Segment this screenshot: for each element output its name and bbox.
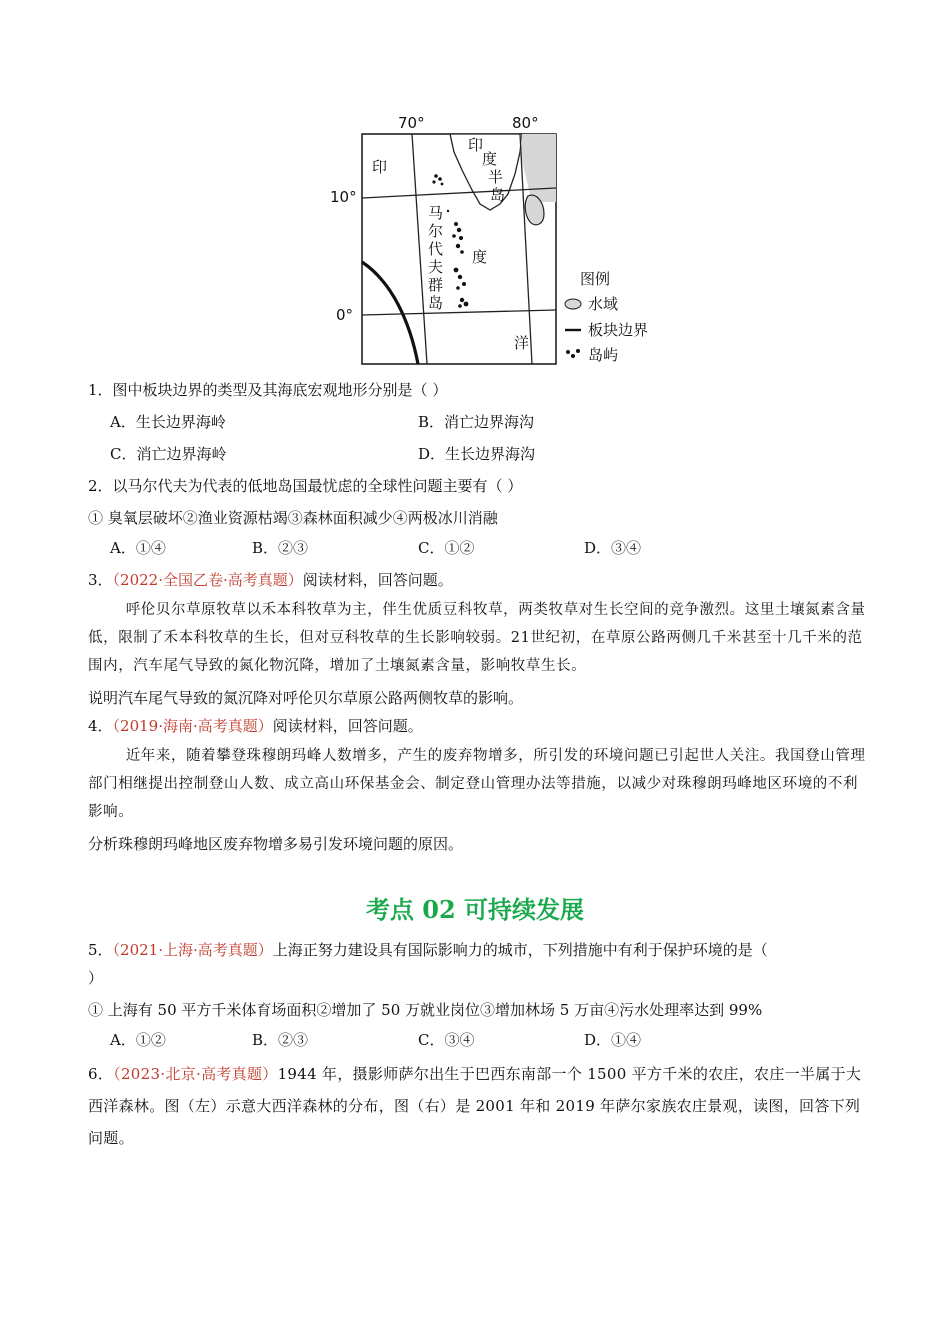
lat-label-10: 10° xyxy=(330,188,357,206)
map-svg xyxy=(322,112,672,368)
q5-header xyxy=(88,940,768,960)
q5-option-d: D．①④ xyxy=(584,1031,642,1049)
ocean-char-3: 洋 xyxy=(514,334,530,352)
q5-option-a: A．①② xyxy=(110,1031,166,1049)
q4-source-tag: （2019·海南·高考真题） xyxy=(112,717,273,735)
legend-water-label: 水域 xyxy=(588,295,619,313)
legend-islands-label: 岛屿 xyxy=(588,346,619,364)
q4-lead: 阅读材料，回答问题。 xyxy=(272,717,423,735)
ocean-char-2: 度 xyxy=(472,248,488,266)
q3-material: 呼伦贝尔草原牧草以禾本科牧草为主，伴生优质豆科牧草，两类牧草对生长空间的竞争激烈。这里土壤氮素含量低，限制了禾本科牧草的生长，但对豆科牧草的生长影响较弱。21世纪初，在草原公路两侧几千米甚至十几千米的范围内，汽车尾气导致的氮化物沉降，增加了土壤氮素含量，影响牧草生长。 xyxy=(88,602,866,674)
q5-text: 上海正努力建设具有国际影响力的城市，下列措施中有利于保护环境的是（ xyxy=(272,941,768,959)
q4-question: 分析珠穆朗玛峰地区废弃物增多易引发环境问题的原因。 xyxy=(88,835,464,853)
maldives-char-1: 马 xyxy=(428,204,444,222)
q6-number: 6． xyxy=(88,1065,114,1083)
lon-label-80: 80° xyxy=(512,114,539,132)
q2-option-d: D．③④ xyxy=(584,539,642,557)
lon-label-70: 70° xyxy=(398,114,425,132)
q5-option-b: B．②③ xyxy=(252,1031,309,1049)
q5-source-tag: （2021·上海·高考真题） xyxy=(112,941,273,959)
q4-header xyxy=(88,716,423,736)
legend-boundary-label: 板块边界 xyxy=(588,321,649,339)
lat-label-0: 0° xyxy=(336,306,354,324)
q1-stem: 1．图中板块边界的类型及其海底宏观地形分别是（ ） xyxy=(88,381,448,399)
maldives-char-6: 岛 xyxy=(428,294,444,312)
q1-option-d: D．生长边界海沟 xyxy=(418,445,536,463)
maldives-char-2: 尔 xyxy=(428,222,444,240)
legend-islands-swatch xyxy=(566,349,580,358)
q3-source-tag: （2022·全国乙卷·高考真题） xyxy=(112,571,303,589)
maldives-char-3: 代 xyxy=(428,240,444,258)
q2-stem: 2．以马尔代夫为代表的低地岛国最忧虑的全球性问题主要有（ ） xyxy=(88,477,523,495)
maldives-char-4: 夫 xyxy=(428,258,444,276)
maldives-plate-map xyxy=(322,112,672,368)
peninsula-char-4: 岛 xyxy=(490,186,506,204)
q1-option-c: C．消亡边界海岭 xyxy=(110,445,227,463)
q1-option-a: A．生长边界海岭 xyxy=(110,413,226,431)
ocean-char-1: 印 xyxy=(372,158,388,176)
q5-number: 5． xyxy=(88,941,113,959)
q3-lead: 阅读材料，回答问题。 xyxy=(302,571,453,589)
legend-title: 图例 xyxy=(580,270,611,288)
peninsula-char-1: 印 xyxy=(468,136,484,154)
q2-option-b: B．②③ xyxy=(252,539,309,557)
q5-items: ① 上海有 50 平方千米体育场面积②增加了 50 万就业岗位③增加林场 5 万亩④污水处理率达到 99% xyxy=(88,1001,763,1019)
q2-items: ① 臭氧层破坏②渔业资源枯竭③森林面积减少④两极冰川消融 xyxy=(88,509,498,527)
q4-material: 近年来，随着攀登珠穆朗玛峰人数增多，产生的废弃物增多，所引发的环境问题已引起世人关注。我国登山管理部门相继提出控制登山人数、成立高山环保基金会、制定登山管理办法等措施，以减少对珠穆朗玛峰地区环境的不利影响。 xyxy=(88,748,866,820)
legend-water-swatch xyxy=(565,299,581,309)
peninsula-char-3: 半 xyxy=(488,168,504,186)
maldives-char-5: 群 xyxy=(428,276,444,294)
q6-source-tag: （2023·北京·高考真题） xyxy=(113,1065,278,1083)
q3-number: 3． xyxy=(88,571,113,589)
q2-option-a: A．①④ xyxy=(110,539,166,557)
q4-number: 4． xyxy=(88,717,113,735)
q3-header xyxy=(88,570,453,590)
q5-text-end: ） xyxy=(88,969,104,987)
q2-option-c: C．①② xyxy=(418,539,475,557)
q6-text: 1944 年，摄影师萨尔出生于巴西东南部一个 1500 平方千米的农庄，农庄一半属于大西洋森林。图（左）示意大西洋森林的分布，图（右）是 2001 年和 2019 年萨尔家族农庄景观，读图，回答下列问题。 xyxy=(88,1065,862,1147)
q1-option-b: B．消亡边界海沟 xyxy=(418,413,535,431)
q3-question: 说明汽车尾气导致的氮沉降对呼伦贝尔草原公路两侧牧草的影响。 xyxy=(88,689,524,707)
peninsula-char-2: 度 xyxy=(482,150,498,168)
section-heading: 考点 02 可持续发展 xyxy=(365,895,585,924)
q6-block xyxy=(88,1058,868,1154)
q5-option-c: C．③④ xyxy=(418,1031,475,1049)
